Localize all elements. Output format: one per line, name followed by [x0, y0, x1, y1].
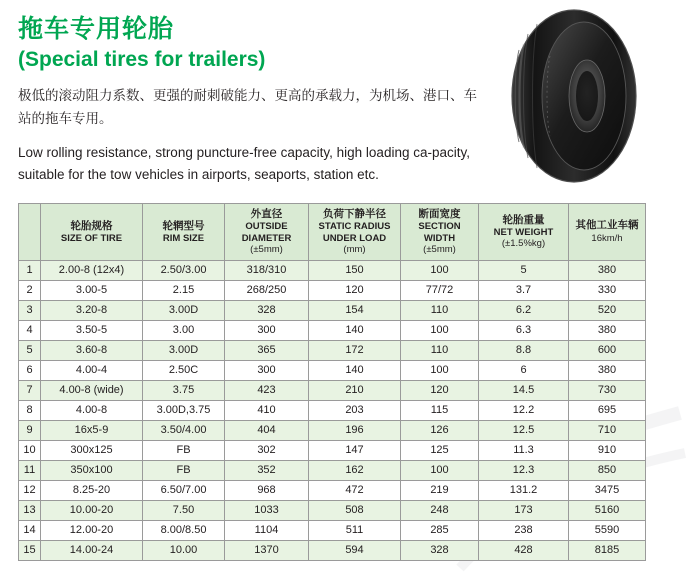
cell-static-radius: 508	[309, 500, 401, 520]
description-en: Low rolling resistance, strong puncture-free capacity, high loading ca-pacity, suitable for the tow vehicles in airports, seaports, station etc.	[18, 144, 470, 182]
col-out-unit: (±5mm)	[250, 243, 283, 255]
cell-size-of-tire: 3.00-5	[41, 280, 143, 300]
col-sec-cn: 断面宽度	[418, 208, 461, 220]
col-static-radius	[309, 204, 401, 261]
table-row	[19, 320, 646, 340]
cell-net-weight: 11.3	[479, 440, 569, 460]
col-out-cn: 外直径	[250, 208, 283, 220]
cell-section-width: 100	[401, 460, 479, 480]
cell-net-weight: 428	[479, 540, 569, 560]
cell-other-vehicles: 910	[569, 440, 646, 460]
cell-static-radius: 472	[309, 480, 401, 500]
cell-section-width: 328	[401, 540, 479, 560]
cell-section-width: 219	[401, 480, 479, 500]
cell-net-weight: 6.3	[479, 320, 569, 340]
row-index: 15	[19, 540, 41, 560]
cell-outside-diameter: 300	[225, 360, 309, 380]
cell-size-of-tire: 300x125	[41, 440, 143, 460]
col-size-cn: 轮胎规格	[70, 219, 113, 232]
cell-static-radius: 196	[309, 420, 401, 440]
col-sec-unit: (±5mm)	[423, 243, 456, 255]
cell-static-radius: 172	[309, 340, 401, 360]
cell-static-radius: 594	[309, 540, 401, 560]
row-index: 13	[19, 500, 41, 520]
cell-other-vehicles: 380	[569, 260, 646, 280]
cell-static-radius: 140	[309, 360, 401, 380]
col-veh-unit: 16km/h	[591, 232, 623, 244]
cell-outside-diameter: 423	[225, 380, 309, 400]
cell-size-of-tire: 4.00-8 (wide)	[41, 380, 143, 400]
cell-net-weight: 238	[479, 520, 569, 540]
cell-size-of-tire: 2.00-8 (12x4)	[41, 260, 143, 280]
description-cn: 极低的滚动阻力系数、更强的耐刺破能力、更高的承载力，为机场、港口、车站的拖车专用。	[18, 87, 477, 126]
cell-section-width: 285	[401, 520, 479, 540]
cell-size-of-tire: 4.00-4	[41, 360, 143, 380]
row-index: 5	[19, 340, 41, 360]
cell-section-width: 77/72	[401, 280, 479, 300]
col-rad-unit: (mm)	[343, 243, 366, 255]
cell-rim-size: 10.00	[143, 540, 225, 560]
row-index: 1	[19, 260, 41, 280]
cell-other-vehicles: 330	[569, 280, 646, 300]
cell-static-radius: 140	[309, 320, 401, 340]
cell-net-weight: 6.2	[479, 300, 569, 320]
cell-outside-diameter: 302	[225, 440, 309, 460]
col-veh-cn: 其他工业车辆	[575, 219, 639, 232]
row-index: 12	[19, 480, 41, 500]
cell-rim-size: 3.00D	[143, 300, 225, 320]
row-index: 4	[19, 320, 41, 340]
cell-section-width: 248	[401, 500, 479, 520]
col-wt-unit: (±1.5%kg)	[501, 238, 546, 250]
cell-other-vehicles: 695	[569, 400, 646, 420]
cell-rim-size: 6.50/7.00	[143, 480, 225, 500]
table-row	[19, 520, 646, 540]
table-row	[19, 260, 646, 280]
table-row	[19, 480, 646, 500]
cell-static-radius: 210	[309, 380, 401, 400]
cell-size-of-tire: 8.25-20	[41, 480, 143, 500]
table-row	[19, 400, 646, 420]
spec-table-head	[19, 204, 646, 261]
spec-table-body	[19, 260, 646, 560]
row-index: 10	[19, 440, 41, 460]
col-rad-cn: 负荷下静半径	[323, 208, 386, 220]
col-sec-en: SECTION WIDTH	[418, 221, 461, 244]
cell-static-radius: 203	[309, 400, 401, 420]
cell-other-vehicles: 5160	[569, 500, 646, 520]
cell-rim-size: 2.15	[143, 280, 225, 300]
table-row	[19, 500, 646, 520]
cell-outside-diameter: 1033	[225, 500, 309, 520]
cell-rim-size: 3.00D	[143, 340, 225, 360]
cell-section-width: 120	[401, 380, 479, 400]
col-outside-diameter	[225, 204, 309, 261]
cell-section-width: 115	[401, 400, 479, 420]
page-title-cn: 拖车专用轮胎	[18, 15, 175, 43]
cell-static-radius: 154	[309, 300, 401, 320]
row-index: 7	[19, 380, 41, 400]
cell-static-radius: 147	[309, 440, 401, 460]
cell-outside-diameter: 968	[225, 480, 309, 500]
col-rad-en: STATIC RADIUS UNDER LOAD	[318, 221, 391, 244]
table-row	[19, 280, 646, 300]
cell-rim-size: 3.50/4.00	[143, 420, 225, 440]
cell-rim-size: 3.00	[143, 320, 225, 340]
col-rim-size	[143, 204, 225, 261]
col-wt-en: NET WEIGHT	[493, 226, 554, 238]
tire-photo	[488, 4, 658, 189]
cell-rim-size: FB	[143, 440, 225, 460]
cell-other-vehicles: 730	[569, 380, 646, 400]
cell-net-weight: 8.8	[479, 340, 569, 360]
cell-outside-diameter: 352	[225, 460, 309, 480]
table-row	[19, 540, 646, 560]
col-other-vehicles	[569, 204, 646, 261]
row-index: 14	[19, 520, 41, 540]
cell-size-of-tire: 3.50-5	[41, 320, 143, 340]
table-row	[19, 460, 646, 480]
cell-outside-diameter: 365	[225, 340, 309, 360]
cell-net-weight: 131.2	[479, 480, 569, 500]
col-wt-cn: 轮胎重量	[502, 213, 545, 226]
col-out-en: OUTSIDE DIAMETER	[241, 221, 292, 244]
col-index	[19, 204, 41, 261]
cell-rim-size: 3.00D,3.75	[143, 400, 225, 420]
cell-rim-size: 3.75	[143, 380, 225, 400]
col-rim-en: RIM SIZE	[162, 232, 205, 244]
cell-section-width: 125	[401, 440, 479, 460]
cell-section-width: 100	[401, 320, 479, 340]
cell-outside-diameter: 404	[225, 420, 309, 440]
cell-size-of-tire: 12.00-20	[41, 520, 143, 540]
cell-outside-diameter: 268/250	[225, 280, 309, 300]
cell-outside-diameter: 1370	[225, 540, 309, 560]
cell-rim-size: FB	[143, 460, 225, 480]
cell-other-vehicles: 3475	[569, 480, 646, 500]
cell-size-of-tire: 350x100	[41, 460, 143, 480]
table-row	[19, 340, 646, 360]
cell-size-of-tire: 3.60-8	[41, 340, 143, 360]
cell-net-weight: 6	[479, 360, 569, 380]
table-row	[19, 440, 646, 460]
cell-net-weight: 3.7	[479, 280, 569, 300]
col-net-weight	[479, 204, 569, 261]
cell-size-of-tire: 10.00-20	[41, 500, 143, 520]
cell-section-width: 100	[401, 360, 479, 380]
cell-static-radius: 511	[309, 520, 401, 540]
cell-net-weight: 173	[479, 500, 569, 520]
cell-static-radius: 120	[309, 280, 401, 300]
cell-other-vehicles: 8185	[569, 540, 646, 560]
cell-net-weight: 12.3	[479, 460, 569, 480]
row-index: 3	[19, 300, 41, 320]
header	[18, 14, 508, 186]
cell-outside-diameter: 410	[225, 400, 309, 420]
cell-rim-size: 8.00/8.50	[143, 520, 225, 540]
row-index: 2	[19, 280, 41, 300]
table-header-row	[19, 204, 646, 261]
col-size-of-tire	[41, 204, 143, 261]
cell-rim-size: 2.50C	[143, 360, 225, 380]
cell-net-weight: 14.5	[479, 380, 569, 400]
row-index: 11	[19, 460, 41, 480]
col-section-width	[401, 204, 479, 261]
cell-other-vehicles: 5590	[569, 520, 646, 540]
col-rim-cn: 轮辋型号	[162, 219, 205, 232]
cell-outside-diameter: 1104	[225, 520, 309, 540]
cell-other-vehicles: 520	[569, 300, 646, 320]
table-row	[19, 380, 646, 400]
cell-section-width: 110	[401, 300, 479, 320]
cell-other-vehicles: 850	[569, 460, 646, 480]
cell-rim-size: 7.50	[143, 500, 225, 520]
spec-table	[18, 203, 646, 561]
cell-size-of-tire: 14.00-24	[41, 540, 143, 560]
table-row	[19, 300, 646, 320]
cell-outside-diameter: 318/310	[225, 260, 309, 280]
row-index: 9	[19, 420, 41, 440]
cell-section-width: 100	[401, 260, 479, 280]
cell-other-vehicles: 380	[569, 360, 646, 380]
cell-static-radius: 150	[309, 260, 401, 280]
spec-table-container	[18, 203, 645, 561]
cell-outside-diameter: 300	[225, 320, 309, 340]
cell-rim-size: 2.50/3.00	[143, 260, 225, 280]
table-row	[19, 420, 646, 440]
cell-other-vehicles: 710	[569, 420, 646, 440]
cell-other-vehicles: 380	[569, 320, 646, 340]
table-row	[19, 360, 646, 380]
cell-static-radius: 162	[309, 460, 401, 480]
cell-size-of-tire: 4.00-8	[41, 400, 143, 420]
col-size-en: SIZE OF TIRE	[60, 232, 123, 244]
cell-net-weight: 12.2	[479, 400, 569, 420]
page-title-en: (Special tires for trailers)	[18, 48, 266, 72]
cell-section-width: 126	[401, 420, 479, 440]
cell-net-weight: 12.5	[479, 420, 569, 440]
cell-section-width: 110	[401, 340, 479, 360]
cell-size-of-tire: 16x5-9	[41, 420, 143, 440]
row-index: 6	[19, 360, 41, 380]
cell-outside-diameter: 328	[225, 300, 309, 320]
row-index: 8	[19, 400, 41, 420]
cell-net-weight: 5	[479, 260, 569, 280]
cell-other-vehicles: 600	[569, 340, 646, 360]
tire-illustration-icon	[488, 4, 658, 189]
cell-size-of-tire: 3.20-8	[41, 300, 143, 320]
